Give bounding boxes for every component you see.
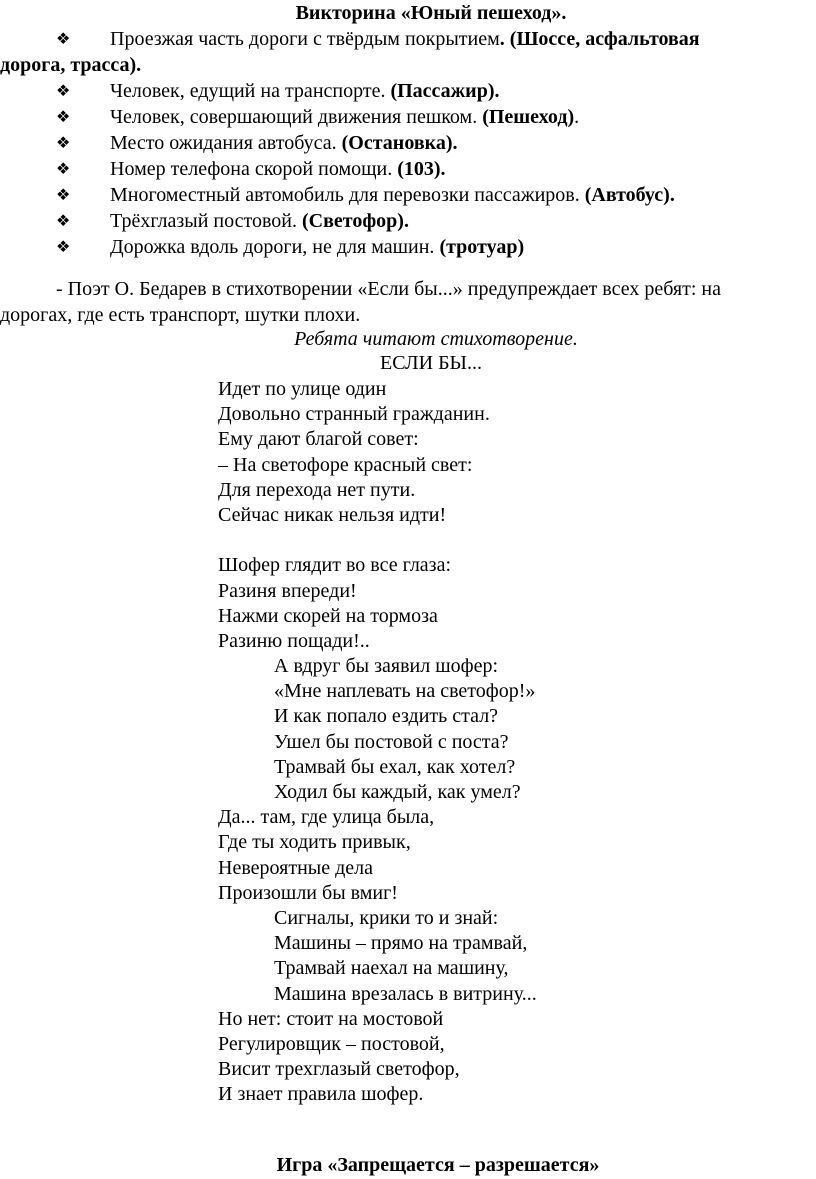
poem-line: И как попало ездить стал? — [274, 705, 499, 728]
diamond-bullet-icon: ❖ — [56, 107, 71, 126]
quiz-answer: (103). — [397, 158, 446, 180]
poem-line: Да... там, где улица была, — [218, 806, 435, 829]
quiz-answer: (Пешеход) — [482, 106, 575, 128]
diamond-bullet-icon: ❖ — [56, 185, 71, 204]
poem-line: А вдруг бы заявил шофер: — [274, 655, 499, 678]
intro-paragraph — [0, 276, 816, 328]
poem-line: Шофер глядит во все глаза: — [218, 554, 452, 577]
quiz-question: Многоместный автомобиль для перевозки пассажиров. — [110, 184, 585, 206]
quiz-list — [0, 26, 816, 260]
poem-line: «Мне наплевать на светофор!» — [274, 680, 536, 703]
poem-line: Невероятные дела — [218, 856, 374, 879]
quiz-item — [0, 78, 816, 104]
quiz-item — [0, 234, 816, 260]
poem-line: Сигналы, крики то и знай: — [274, 906, 499, 929]
diamond-bullet-icon: ❖ — [56, 81, 71, 100]
game-title: Игра «Запрещается – разрешается» — [276, 1154, 600, 1176]
quiz-title: Викторина «Юный пешеход». — [295, 2, 567, 24]
quiz-item — [0, 130, 816, 156]
poem-line: Идет по улице один — [218, 378, 387, 400]
intro-line: дорогах, где есть транспорт, шутки плохи. — [0, 304, 361, 326]
poem-line: Разиня впереди! — [218, 579, 357, 602]
poem-line: Трамвай бы ехал, как хотел? — [274, 755, 516, 778]
poem-line: Где ты ходить привык, — [218, 831, 411, 854]
poem-line: Сейчас никак нельзя идти! — [218, 503, 447, 526]
stage-direction: Ребята читают стихотворение. — [294, 328, 578, 350]
poem — [218, 377, 778, 1107]
poem-line: Регулировщик – постовой, — [218, 1032, 445, 1055]
quiz-answer-continued: дорога, трасса). — [0, 54, 142, 76]
quiz-answer: (тротуар) — [439, 236, 525, 258]
poem-line: Трамвай наехал на машину, — [274, 957, 509, 980]
diamond-bullet-icon: ❖ — [56, 237, 71, 256]
quiz-item — [0, 208, 816, 234]
poem-line: – На светофоре красный свет: — [218, 453, 473, 476]
quiz-question: Человек, совершающий движения пешком. — [110, 106, 483, 128]
quiz-question: Место ожидания автобуса. — [110, 132, 342, 154]
poem-line: И знает правила шофер. — [218, 1083, 424, 1106]
poem-line: Нажми скорей на тормоза — [218, 604, 438, 627]
quiz-question: Дорожка вдоль дороги, не для машин. — [110, 236, 440, 258]
poem-line: Ему дают благой совет: — [218, 428, 419, 451]
quiz-item — [0, 104, 816, 130]
intro-line: - Поэт О. Бедарев в стихотворении «Если бы...» предупреждает всех ребят: на — [56, 278, 721, 300]
quiz-item — [0, 182, 816, 208]
poem-line: Висит трехглазый светофор, — [218, 1058, 460, 1081]
poem-line: Ходил бы каждый, как умел? — [274, 781, 521, 803]
poem-line: Произошли бы вмиг! — [218, 881, 398, 904]
quiz-answer: (Автобус). — [584, 184, 675, 206]
quiz-answer-tail: . — [574, 106, 580, 128]
quiz-answer: (Остановка). — [341, 132, 458, 154]
quiz-answer: (Светофор). — [301, 210, 409, 232]
diamond-bullet-icon: ❖ — [56, 211, 71, 230]
diamond-bullet-icon: ❖ — [56, 29, 71, 48]
quiz-question: Трёхглазый постовой. — [110, 210, 302, 232]
poem-line: Ушел бы постовой с поста? — [274, 730, 509, 753]
poem-title: ЕСЛИ БЫ... — [380, 352, 482, 374]
quiz-item — [0, 156, 816, 182]
quiz-answer: . (Шоссе, асфальтовая — [499, 28, 700, 50]
poem-line: Машины – прямо на трамвай, — [274, 932, 528, 955]
quiz-question: Проезжая часть дороги с твёрдым покрытием — [110, 28, 500, 50]
poem-line: Для перехода нет пути. — [218, 478, 416, 501]
diamond-bullet-icon: ❖ — [56, 133, 71, 152]
quiz-answer: (Пассажир). — [390, 80, 500, 102]
quiz-question: Номер телефона скорой помощи. — [110, 158, 398, 180]
poem-line: Разиню пощади!.. — [218, 629, 370, 652]
diamond-bullet-icon: ❖ — [56, 159, 71, 178]
quiz-item — [0, 26, 816, 78]
poem-line: Но нет: стоит на мостовой — [218, 1007, 444, 1030]
poem-line: Машина врезалась в витрину... — [274, 982, 537, 1005]
poem-line: Довольно странный гражданин. — [218, 403, 490, 426]
poem-stanza-break — [218, 528, 778, 553]
quiz-question: Человек, едущий на транспорте. — [110, 80, 391, 102]
